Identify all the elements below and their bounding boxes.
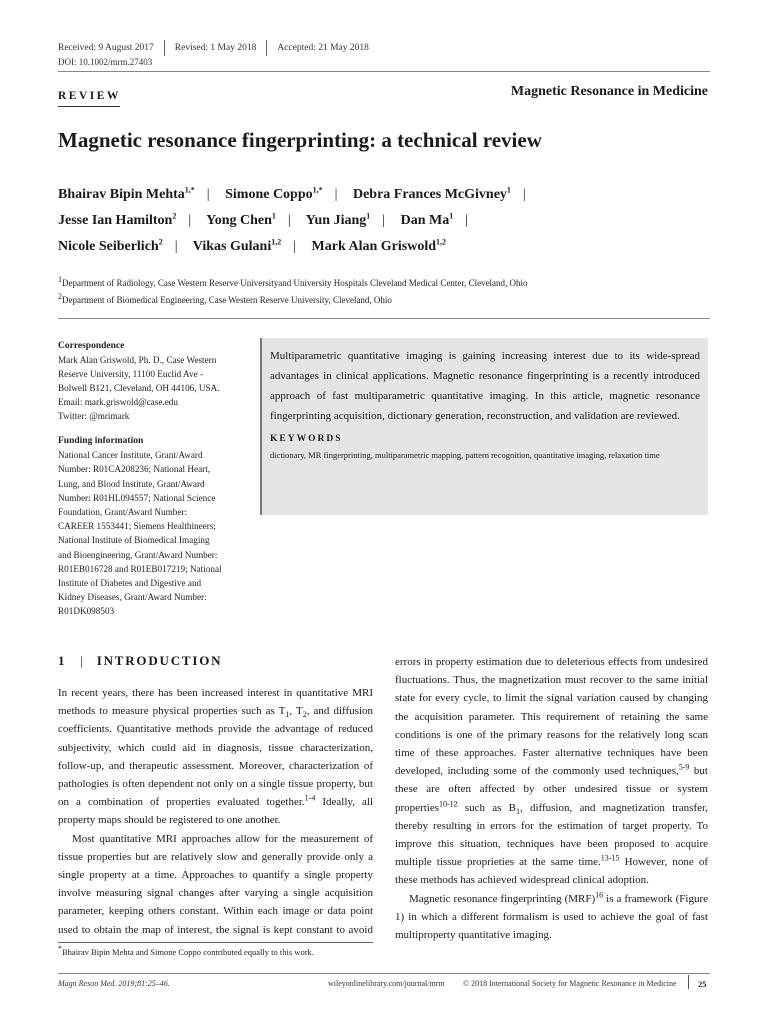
funding-line: CAREER 1553441; Siemens Healthineers;	[58, 521, 216, 532]
funding-line: National Institute of Biomedical Imaging	[58, 535, 210, 546]
funding-line: R01EB016728 and R01EB017219; National	[58, 563, 222, 574]
funding-line: R01DK098503	[58, 606, 115, 617]
author-name[interactable]: Yong Chen$^1$	[206, 211, 276, 228]
divider	[266, 40, 267, 56]
citation-ref[interactable]: 16	[595, 890, 604, 900]
revised-date: Revised: 1 May 2018	[174, 43, 257, 53]
footer-divider	[688, 975, 689, 989]
funding-line: Number: R01HL094557; National Science	[58, 492, 216, 503]
author-name[interactable]: Nicole Seiberlich$^2$	[58, 237, 163, 254]
correspondence-block	[58, 340, 253, 423]
affiliation: $^1$Department of Radiology, Case Western Reserve Universityand University Hospitals Cleveland Medical Center, Cleveland, Ohio	[58, 275, 528, 288]
article-title: Magnetic resonance fingerprinting: a technical review	[58, 128, 542, 152]
section-title: INTRODUCTION	[96, 653, 223, 668]
doi[interactable]: DOI: 10.1002/mrm.27403	[58, 57, 153, 67]
section-number: 1	[58, 653, 67, 668]
author-name[interactable]: Vikas Gulani$^{1,2}$	[192, 237, 282, 254]
footer-citation: Magn Reson Med. 2019;81:25–46.	[58, 979, 170, 988]
keywords-list: dictionary, MR fingerprinting, multiparametric mapping, pattern recognition, quantitative imaging, relaxation time	[270, 450, 660, 460]
body-paragraph: In recent years, there has been increased interest in quantitative MRI methods to measure physical properties such as $T_1$, $T_2$, and diffusion coefficients. Quantitative methods provide the advantage of reduced subjectivity, which could aid in diagnosis, tissue characterization, follow-up, and therapeutic assessment. Moreover, characterization of pathologies is often dependent not only on a single tissue property, but on a combination of properties evaluated together.$^{1-4}$ Ideally, all property maps should be registered to one another.	[58, 687, 373, 827]
body-flow	[58, 684, 373, 939]
author-name[interactable]: Bhairav Bipin Mehta$^{1,*}$	[58, 185, 195, 202]
footer-url[interactable]: wileyonlinelibrary.com/journal/mrm	[328, 979, 445, 988]
author-name[interactable]: Debra Frances McGivney$^1$	[352, 185, 511, 202]
author-name[interactable]: Yun Jiang$^1$	[305, 211, 371, 228]
abstract-text: Multiparametric quantitative imaging is gaining increasing interest due to its wide-spread advantages in clinical applications. Magnetic resonance fingerprinting is a recently introduced approach of fast multiparametric quantitative imaging. In this article, magnetic resonance fingerprinting acquisition, dictionary generation, reconstruction, and validation are reviewed.	[270, 350, 700, 422]
section-heading	[58, 653, 222, 669]
section-rule	[58, 318, 710, 319]
author-line: Bhairav Bipin Mehta$^{1,*}$ | Simone Coppo$^{1,*}$ | Debra Frances McGivney$^1$ |	[58, 185, 526, 202]
body-paragraph: Most quantitative MRI approaches allow for the measurement of tissue properties but are relatively slow and generally provide only a single property at a time. Approaches to quantify a single property involve measuring signal changes after varying a single acquisition parameter, keeping others constant. Within each image or data point used to obtain the map of interest, the signal is kept constant to avoid	[58, 832, 373, 936]
citation-ref[interactable]: 13-15	[600, 853, 620, 863]
funding-line: National Cancer Institute, Grant/Award	[58, 450, 203, 461]
footnote: *Bhairav Bipin Mehta and Simone Coppo contributed equally to this work.	[58, 944, 314, 957]
funding-line: Lung, and Blood Institute, Grant/Award	[58, 478, 205, 489]
author-name[interactable]: Jesse Ian Hamilton$^2$	[58, 211, 177, 228]
article-dates	[58, 40, 369, 56]
affiliation: $^2$Department of Biomedical Engineering, Case Western Reserve University, Cleveland, Ohio	[58, 292, 392, 305]
body-column-right	[395, 653, 708, 944]
funding-heading: Funding information	[58, 436, 144, 446]
funding-line: Kidney Diseases, Grant/Award Number:	[58, 592, 207, 603]
correspondence-heading: Correspondence	[58, 341, 125, 351]
body-flow	[395, 653, 708, 944]
section-separator: |	[80, 653, 85, 668]
footnote-rule	[58, 942, 373, 943]
body-column-left	[58, 684, 373, 939]
author-line: Jesse Ian Hamilton$^2$ | Yong Chen$^1$ | Yun Jiang$^1$ | Dan Ma$^1$ |	[58, 211, 469, 228]
keywords-heading: KEYWORDS	[270, 434, 343, 444]
citation-ref[interactable]: 5-9	[678, 762, 690, 772]
header-rule	[58, 71, 710, 72]
author-line: Nicole Seiberlich$^2$ | Vikas Gulani$^{1,2}$ | Mark Alan Griswold$^{1,2}$	[58, 237, 447, 254]
citation-ref[interactable]: 1-4	[304, 793, 316, 803]
article-type-underline	[58, 106, 120, 107]
funding-line: Number: R01CA208236; National Heart,	[58, 464, 211, 475]
author-name[interactable]: Dan Ma$^1$	[400, 211, 454, 228]
page-number: 25	[698, 979, 707, 989]
correspondence-line: Reserve University, 11100 Euclid Ave -	[58, 368, 204, 379]
correspondence-line: Bolwell B121, Cleveland, OH 44106, USA.	[58, 382, 220, 393]
correspondence-email[interactable]: Email: mark.griswold@case.edu	[58, 396, 178, 407]
author-name[interactable]: Simone Coppo$^{1,*}$	[225, 185, 323, 202]
author-name[interactable]: Mark Alan Griswold$^{1,2}$	[311, 237, 447, 254]
funding-line: Foundation, Grant/Award Number:	[58, 507, 188, 518]
article-type: REVIEW	[58, 90, 121, 102]
accepted-date: Accepted: 21 May 2018	[277, 43, 369, 53]
footer-copyright: © 2018 International Society for Magnetic Resonance in Medicine	[463, 979, 677, 988]
author-list	[58, 182, 708, 260]
journal-name: Magnetic Resonance in Medicine	[510, 84, 708, 99]
abstract-box	[260, 338, 708, 515]
received-date: Received: 9 August 2017	[58, 43, 154, 53]
funding-block	[58, 434, 253, 619]
footer-rule	[58, 973, 710, 974]
correspondence-line: Mark Alan Griswold, Ph. D., Case Western	[58, 354, 217, 365]
funding-line: Institute of Diabetes and Digestive and	[58, 578, 202, 589]
funding-line: and Bioengineering, Grant/Award Number:	[58, 549, 218, 560]
correspondence-twitter[interactable]: Twitter: @mrimark	[58, 410, 130, 421]
divider	[164, 40, 165, 56]
citation-ref[interactable]: 10-12	[438, 799, 458, 809]
body-paragraph: errors in property estimation due to deleterious effects from undesired fluctuations. Thus, the magnetization must recover to the same initial state for every cycle, to limit the signal variation caused by changing the acquisition parameter. This requirement of retaining the same conditions is one of the primary reasons for the relatively long scan time of these approaches. Faster alternative techniques have been developed, including some of the commonly used techniques,$^{5-9}$ but these are often affected by other undesired tissue or system properties$^{10-12}$ such as $B_1$, diffusion, and magnetization transfer, thereby resulting in errors for the estimation of target property. To improve this situation, techniques have been proposed to acquire multiple tissue proprieties at the same time.$^{13-15}$ However, none of these methods has achieved widespread clinical adoption.	[395, 656, 708, 887]
body-paragraph: Magnetic resonance fingerprinting (MRF)$^{16}$ is a framework (Figure 1) in which a different formalism is used to achieve the goal of fast multiproperty quantitative imaging.	[395, 890, 708, 942]
